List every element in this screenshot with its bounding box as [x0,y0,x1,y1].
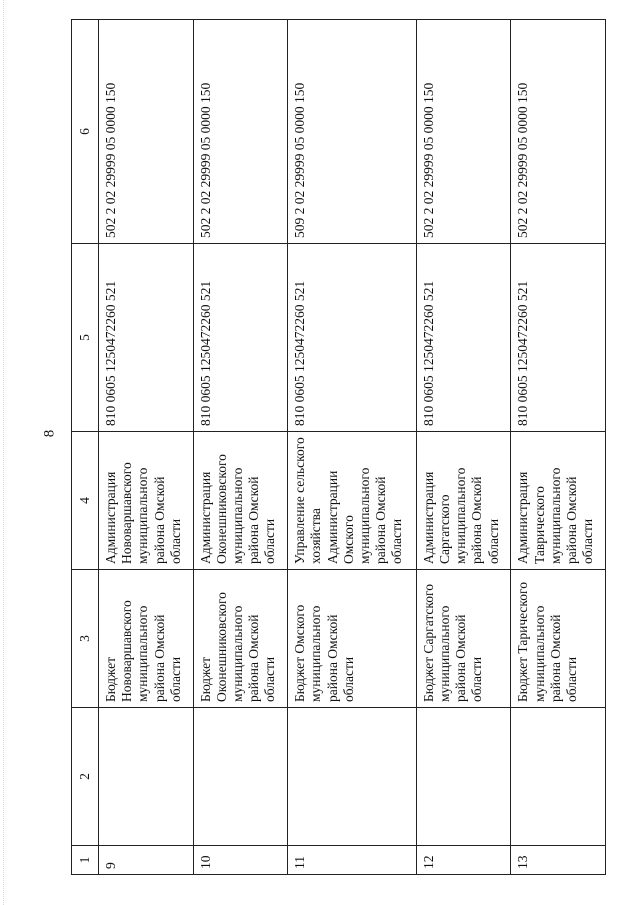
expense-code-cell: 810 0605 1250472260 521 [416,244,511,432]
table-row [416,20,511,875]
header-col-4: 4 [72,432,99,570]
table-row [511,20,606,875]
administrator-cell: Управление сельского хозяйства Администрации Омского муниципального района Омской области [288,432,417,570]
distribution-table [71,19,606,875]
rotated-table-container [71,20,606,875]
page-number: 8 [41,429,58,438]
scan-edge-marks [3,0,10,905]
header-col-6: 6 [72,20,99,244]
income-code-cell: 502 2 02 29999 05 0000 150 [511,20,606,244]
expense-code-cell: 810 0605 1250472260 521 [99,244,194,432]
budget-cell: Бюджет Омского муниципального района Омской области [288,570,417,708]
row-col2 [416,708,511,846]
expense-code-cell: 810 0605 1250472260 521 [511,244,606,432]
table-row [288,20,417,875]
expense-code-cell: 810 0605 1250472260 521 [193,244,288,432]
administrator-cell: Администрация Таврического муниципального района Омской области [511,432,606,570]
expense-code-cell: 810 0605 1250472260 521 [288,244,417,432]
header-col-5: 5 [72,244,99,432]
row-col2 [288,708,417,846]
table-header-row [72,20,99,875]
income-code-cell: 502 2 02 29999 05 0000 150 [416,20,511,244]
income-code-cell: 502 2 02 29999 05 0000 150 [99,20,194,244]
budget-cell: Бюджет Нововаршавского муниципального района Омской области [99,570,194,708]
row-number: 13 [511,846,606,875]
row-col2 [511,708,606,846]
administrator-cell: Администрация Нововаршавского муниципального района Омской области [99,432,194,570]
row-col2 [193,708,288,846]
table-wrapper [71,20,606,875]
income-code-cell: 509 2 02 29999 05 0000 150 [288,20,417,244]
header-col-1: 1 [72,846,99,875]
header-col-2: 2 [72,708,99,846]
row-col2 [99,708,194,846]
header-col-3: 3 [72,570,99,708]
budget-cell: Бюджет Оконешниковского муниципального района Омской области [193,570,288,708]
administrator-cell: Администрация Саргатского муниципального района Омской области [416,432,511,570]
table-row [99,20,194,875]
budget-cell: Бюджет Саргатского муниципального района Омской области [416,570,511,708]
income-code-cell: 502 2 02 29999 05 0000 150 [193,20,288,244]
row-number: 10 [193,846,288,875]
row-number: 9 [99,846,194,875]
budget-cell: Бюджет Тарического муниципального района Омской области [511,570,606,708]
administrator-cell: Администрация Оконешниковского муниципального района Омской области [193,432,288,570]
table-row [193,20,288,875]
row-number: 12 [416,846,511,875]
row-number: 11 [288,846,417,875]
